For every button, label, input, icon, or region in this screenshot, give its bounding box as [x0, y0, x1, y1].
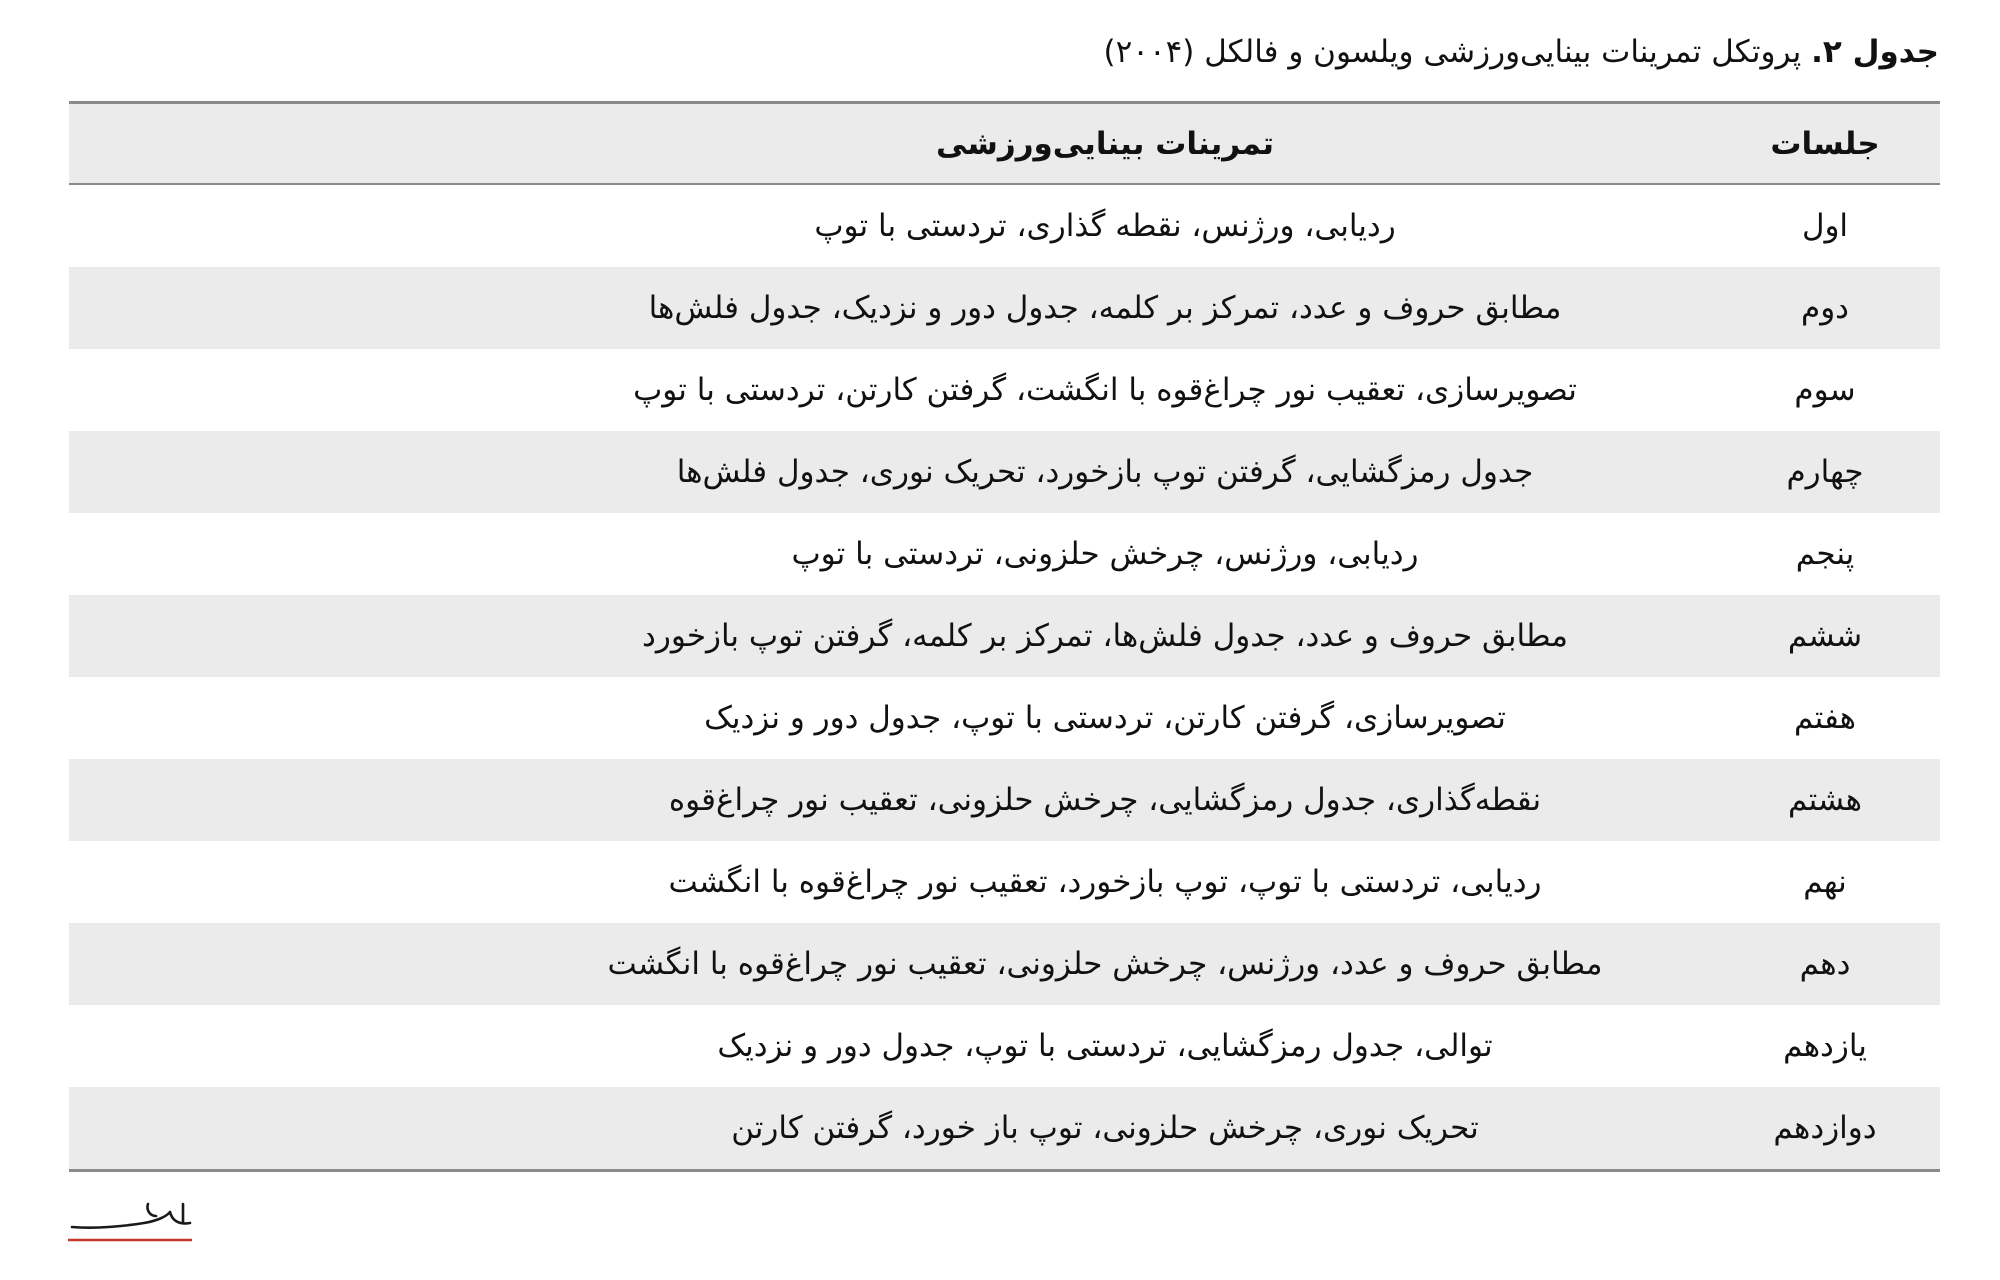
exercises-cell: مطابق حروف و عدد، جدول فلش‌ها، تمرکز بر کلمه، گرفتن توپ بازخورد	[642, 618, 1568, 654]
table-row	[69, 1005, 1940, 1087]
exercises-cell: مطابق حروف و عدد، تمرکز بر کلمه، جدول دور و نزدیک، جدول فلش‌ها	[648, 290, 1562, 326]
table-row	[69, 349, 1940, 431]
session-cell: هشتم	[1788, 782, 1862, 818]
table-row	[69, 841, 1940, 923]
exercises-cell: تحریک نوری، چرخش حلزونی، توپ باز خورد، گرفتن کارتن	[731, 1110, 1479, 1146]
table-row	[69, 677, 1940, 759]
session-cell: هفتم	[1793, 700, 1856, 736]
exercises-cell: تصویرسازی، تعقیب نور چراغ‌قوه با انگشت، گرفتن کارتن، تردستی با توپ	[633, 372, 1577, 408]
table-caption-label: جدول ۲.	[1811, 34, 1939, 70]
salmand-logo	[66, 1196, 196, 1248]
table-row	[69, 267, 1940, 349]
exercises-cell: ردیابی، ورژنس، نقطه گذاری، تردستی با توپ	[814, 208, 1396, 244]
session-cell: دهم	[1799, 946, 1851, 982]
table-row	[69, 759, 1940, 841]
session-cell: دوازدهم	[1773, 1110, 1877, 1146]
exercises-cell: جدول رمزگشایی، گرفتن توپ بازخورد، تحریک نوری، جدول فلش‌ها	[676, 454, 1534, 490]
table-caption	[1104, 30, 1939, 74]
session-cell: نهم	[1803, 864, 1847, 900]
exercises-cell: توالی، جدول رمزگشایی، تردستی با توپ، جدول دور و نزدیک	[717, 1028, 1493, 1064]
exercises-cell: تصویرسازی، گرفتن کارتن، تردستی با توپ، جدول دور و نزدیک	[704, 700, 1506, 736]
table-row	[69, 185, 1940, 267]
header-sessions: جلسات	[1770, 125, 1880, 162]
exercises-cell: مطابق حروف و عدد، ورژنس، چرخش حلزونی، تعقیب نور چراغ‌قوه با انگشت	[607, 946, 1603, 982]
table-row	[69, 1087, 1940, 1169]
exercises-cell: ردیابی، تردستی با توپ، توپ بازخورد، تعقیب نور چراغ‌قوه با انگشت	[668, 864, 1542, 900]
session-cell: پنجم	[1795, 536, 1855, 572]
table-row	[69, 595, 1940, 677]
table-caption-text: پروتکل تمرینات بینایی‌ورزشی ویلسون و فالکل (۲۰۰۴)	[1103, 34, 1802, 70]
table-row	[69, 431, 1940, 513]
exercises-cell: ردیابی، ورژنس، چرخش حلزونی، تردستی با توپ	[791, 536, 1419, 572]
session-cell: اول	[1801, 208, 1849, 244]
session-cell: چهارم	[1786, 454, 1864, 490]
table-row	[69, 513, 1940, 595]
session-cell: ششم	[1787, 618, 1863, 654]
table-header-row	[69, 104, 1940, 185]
session-cell: یازدهم	[1783, 1028, 1867, 1064]
session-cell: دوم	[1801, 290, 1849, 326]
header-exercises: تمرینات بینایی‌ورزشی	[936, 125, 1274, 162]
table-row	[69, 923, 1940, 1005]
exercise-protocol-table	[69, 101, 1940, 1172]
exercises-cell: نقطه‌گذاری، جدول رمزگشایی، چرخش حلزونی، تعقیب نور چراغ‌قوه	[668, 782, 1542, 818]
session-cell: سوم	[1794, 372, 1856, 408]
